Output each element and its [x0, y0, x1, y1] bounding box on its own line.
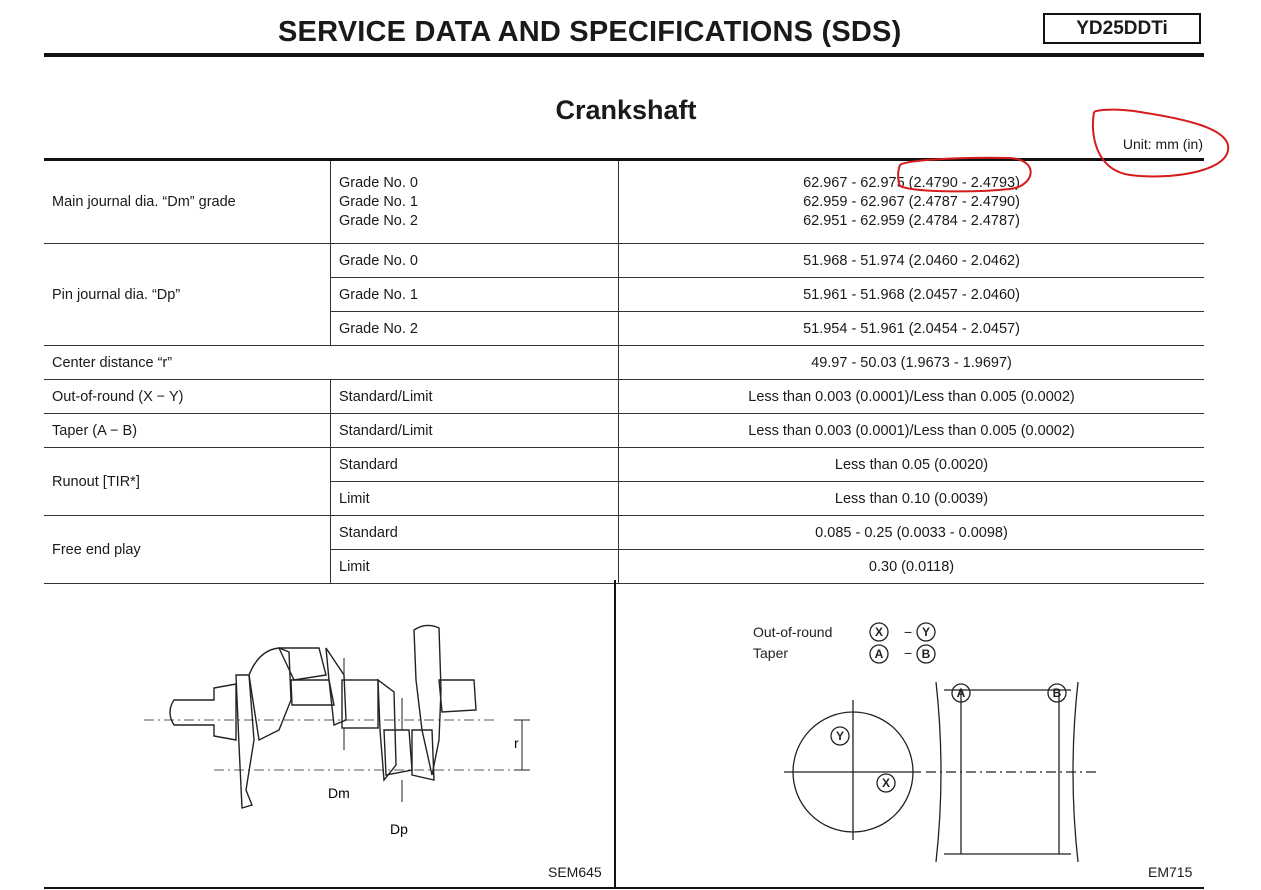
row-label: Pin journal dia. “Dp” [44, 244, 331, 346]
radius-label: r [514, 735, 519, 751]
figure-code-right: EM715 [1148, 864, 1193, 880]
grade-label: Grade No. 2 [331, 312, 619, 346]
main-journal-label: Dm [328, 785, 350, 801]
header-rule [44, 53, 1204, 57]
row-label: Taper (A − B) [44, 414, 331, 448]
grade-label: Grade No. 1 [331, 278, 619, 312]
sub-label: Standard/Limit [331, 380, 619, 414]
row-label: Free end play [44, 516, 331, 584]
sub-label: Limit [331, 482, 619, 516]
legend-out-of-round: Out-of-round [753, 624, 833, 640]
value-list [619, 160, 1205, 244]
crankshaft-diagram [44, 580, 614, 887]
b-section-marker: B [1052, 686, 1062, 700]
row-label: Main journal dia. “Dm” grade [44, 160, 331, 244]
spec-value: 0.085 - 0.25 (0.0033 - 0.0098) [619, 516, 1205, 550]
x-marker: X [874, 625, 884, 639]
table-row [44, 160, 1204, 244]
spec-value: 62.967 - 62.975 (2.4790 - 2.4793) [803, 174, 1020, 191]
legend-taper: Taper [753, 645, 789, 661]
pin-journal-label: Dp [390, 821, 408, 837]
grade-label: Grade No. 0 [339, 174, 418, 191]
grade-label: Grade No. 2 [339, 212, 418, 229]
table-row [44, 448, 1204, 482]
spec-value: 51.968 - 51.974 (2.0460 - 2.0462) [619, 244, 1205, 278]
spec-value: 51.954 - 51.961 (2.0454 - 2.0457) [619, 312, 1205, 346]
unit-label: Unit: mm (in) [1122, 136, 1203, 152]
spec-value: Less than 0.10 (0.0039) [619, 482, 1205, 516]
y-axis-marker: Y [835, 729, 845, 743]
measurement-diagram [616, 580, 1204, 887]
grade-label: Grade No. 0 [331, 244, 619, 278]
sub-label: Limit [331, 550, 619, 584]
b-marker: B [921, 647, 931, 661]
table-row [44, 516, 1204, 550]
x-axis-marker: X [881, 776, 891, 790]
legend-dash: − [904, 645, 913, 661]
figure-code-left: SEM645 [548, 864, 602, 880]
section-title: Crankshaft [555, 95, 697, 125]
table-row [44, 414, 1204, 448]
spec-value: 62.959 - 62.967 (2.4787 - 2.4790) [803, 193, 1020, 210]
legend-dash: − [904, 624, 913, 640]
table-row [44, 380, 1204, 414]
spec-table [44, 158, 1204, 584]
a-section-marker: A [956, 686, 966, 700]
spec-value: Less than 0.05 (0.0020) [619, 448, 1205, 482]
sub-label: Standard [331, 448, 619, 482]
grade-label: Grade No. 1 [339, 193, 418, 210]
sub-label: Standard/Limit [331, 414, 619, 448]
table-row [44, 346, 1204, 380]
y-marker: Y [921, 625, 931, 639]
row-label: Center distance “r” [44, 346, 619, 380]
spec-value: Less than 0.003 (0.0001)/Less than 0.005 (0.0002) [619, 414, 1205, 448]
header-title: SERVICE DATA AND SPECIFICATIONS (SDS) [278, 16, 902, 48]
spec-value: 0.30 (0.0118) [619, 550, 1205, 584]
row-label: Runout [TIR*] [44, 448, 331, 516]
sub-label: Standard [331, 516, 619, 550]
row-label: Out-of-round (X − Y) [44, 380, 331, 414]
spec-value: 62.951 - 62.959 (2.4784 - 2.4787) [803, 212, 1020, 229]
a-marker: A [874, 647, 884, 661]
spec-value: 49.97 - 50.03 (1.9673 - 1.9697) [619, 346, 1205, 380]
table-row [44, 244, 1204, 278]
model-badge: YD25DDTi [1043, 13, 1201, 44]
spec-value: 51.961 - 51.968 (2.0457 - 2.0460) [619, 278, 1205, 312]
grade-list [331, 160, 619, 244]
figure-area [44, 580, 1204, 889]
spec-value: Less than 0.003 (0.0001)/Less than 0.005 (0.0002) [619, 380, 1205, 414]
